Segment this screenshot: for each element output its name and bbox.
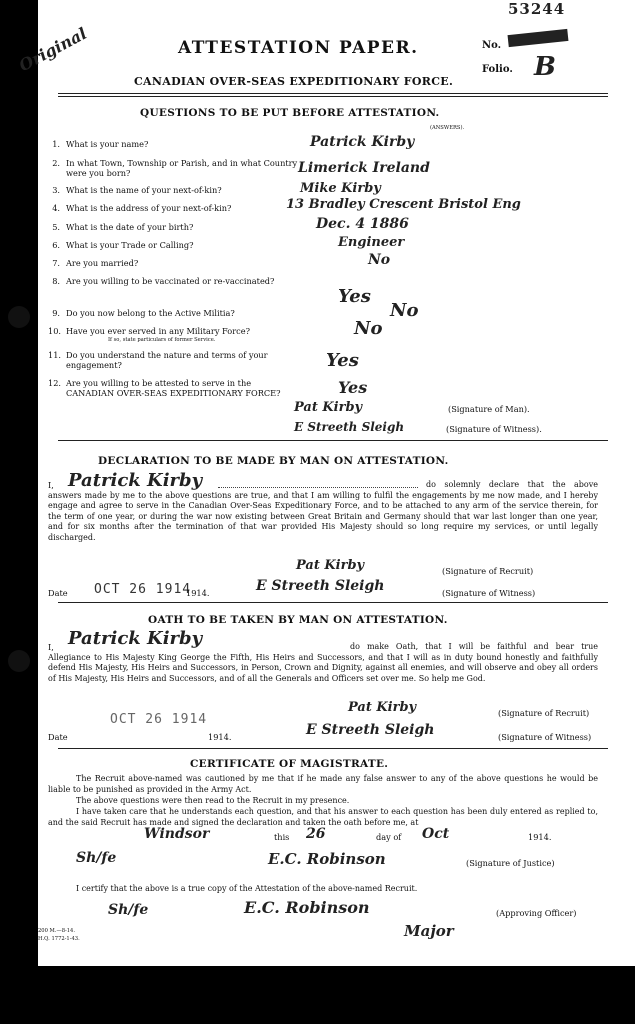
date-stamp: OCT 26 1914	[94, 582, 192, 597]
question-text: Are you willing to be attested to serve in the CANADIAN OVER-SEAS EXPEDITIONARY FORCE?	[66, 378, 281, 398]
declaration-signature-witness: E Streeth Sleigh	[256, 578, 385, 594]
signature-recruit-label: (Signature of Recruit)	[442, 566, 534, 576]
declaration-signature-recruit: Pat Kirby	[296, 558, 365, 573]
year: 1914.	[208, 732, 232, 742]
question-number: 12.	[48, 378, 62, 388]
oath-date-stamp: OCT 26 1914	[110, 712, 208, 727]
question-number: 8.	[52, 276, 60, 286]
oath-heading: OATH TO BE TAKEN BY MAN ON ATTESTATION.	[148, 614, 448, 626]
oath-signature-recruit: Pat Kirby	[348, 700, 417, 715]
officer-initials: Sh/fe	[108, 902, 149, 918]
answer-next-of-kin: Mike Kirby	[300, 181, 381, 196]
questions-heading: QUESTIONS TO BE PUT BEFORE ATTESTATION.	[140, 107, 440, 119]
signature-recruit-label: (Signature of Recruit)	[498, 708, 590, 718]
question-number: 6.	[52, 240, 60, 250]
certificate-month: Oct	[422, 826, 450, 842]
attestation-paper	[15, 0, 635, 966]
answer-understand: Yes	[326, 350, 359, 371]
question-text: What is your Trade or Calling?	[66, 240, 194, 250]
answer-birthplace: Limerick Ireland	[298, 160, 430, 176]
question-text: What is the name of your next-of-kin?	[66, 185, 222, 195]
question-text: Are you willing to be vaccinated or re-vaccinated?	[66, 276, 275, 286]
date-label: Date	[48, 732, 68, 742]
signature-officer-label: (Approving Officer)	[496, 908, 577, 918]
year: 1914.	[186, 588, 210, 598]
question-text: In what Town, Township or Parish, and in what Country were you born?	[66, 158, 298, 178]
original-annotation: Original	[15, 23, 90, 76]
question-number: 3.	[52, 185, 60, 195]
footer-hq-code: H.Q. 1772-1-43.	[38, 936, 80, 942]
certificate-year: 1914.	[528, 832, 552, 842]
signature-justice-label: (Signature of Justice)	[466, 858, 555, 868]
divider	[58, 93, 608, 94]
oath-signature-witness: E Streeth Sleigh	[306, 722, 435, 738]
answer-trade: Engineer	[338, 235, 405, 250]
certificate-place: Windsor	[144, 826, 210, 842]
question-text: What is your name?	[66, 139, 149, 149]
question-text: Are you married?	[66, 258, 139, 268]
signature-witness-label: (Signature of Witness)	[498, 732, 592, 742]
declaration-prefix: I,	[48, 480, 54, 490]
declaration-body: do solemnly declare that the above answers made by me to the above questions are true, and that I am willing to fulfil the engagements by me now made, and I hereby engage and agree to serve in the Canadian Over-Seas Expeditionary Force, and to be attached to any arm of the service therein, for the term of one year, or during the war now existing between Great Britain and Germany should that war last longer than one year, and for six months after the termination of that war provided His Majesty should so long require my services, or until legally discharged.	[48, 480, 598, 542]
answer-vaccinated: Yes	[338, 286, 371, 307]
punch-hole	[8, 650, 30, 672]
question-number: 10.	[48, 326, 62, 336]
question-number: 5.	[52, 222, 60, 232]
answers-label: (ANSWERS).	[430, 125, 465, 131]
answer-served: No	[354, 318, 383, 339]
day-of-label: day of	[376, 832, 402, 842]
oath-prefix: I,	[48, 642, 54, 652]
signature-man: Pat Kirby	[294, 400, 363, 415]
form-title: ATTESTATION PAPER.	[178, 38, 419, 58]
struck-number	[508, 29, 569, 47]
question-number: 4.	[52, 203, 60, 213]
signature-witness-label: (Signature of Witness).	[446, 424, 542, 434]
signature-man-label: (Signature of Man).	[448, 404, 530, 414]
question-text: Have you ever served in any Military Force?	[66, 326, 250, 336]
answer-name: Patrick Kirby	[310, 134, 415, 150]
oath-body: do make Oath, that I will be faithful and bear true Allegiance to His Majesty King George the Fifth, His Heirs and Successors, and that I will as in duty bound honestly and faithfully defend His Majesty, His Heirs and Successors, in Person, Crown and Dignity, against all enemies, and will observe and obey all orders of His Majesty, His Heirs and Successors, and of all the Generals and Officers set over me. So help me God.	[48, 642, 598, 683]
question-note: If so, state particulars of former Service.	[108, 337, 216, 343]
signature-witness-label: (Signature of Witness)	[442, 588, 536, 598]
certificate-body-2: The above questions were then read to the Recruit in my presence.	[76, 796, 350, 805]
signature-witness: E Streeth Sleigh	[294, 420, 405, 434]
signature-officer: E.C. Robinson	[244, 898, 370, 917]
this-label: this	[274, 832, 290, 842]
question-number: 7.	[52, 258, 60, 268]
question-text: What is the date of your birth?	[66, 222, 194, 232]
question-number: 11.	[48, 350, 62, 360]
question-text: Do you understand the nature and terms of your engagement?	[66, 350, 268, 370]
footer-print-code: 200 M.—8-14.	[38, 928, 76, 934]
declaration-name: Patrick Kirby	[68, 470, 203, 491]
form-subtitle: CANADIAN OVER-SEAS EXPEDITIONARY FORCE.	[134, 75, 454, 88]
certificate-initials: Sh/fe	[76, 850, 117, 866]
question-number: 9.	[52, 308, 60, 318]
answer-birth-date: Dec. 4 1886	[316, 216, 409, 232]
answer-militia: No	[390, 300, 419, 321]
divider	[58, 96, 608, 97]
answer-willing: Yes	[338, 378, 368, 397]
folio-value: B	[534, 52, 556, 82]
folio-label: Folio.	[482, 64, 513, 75]
divider	[58, 440, 608, 441]
declaration-heading: DECLARATION TO BE MADE BY MAN ON ATTESTATION.	[98, 455, 449, 467]
officer-rank: Major	[404, 922, 454, 940]
certificate-day: 26	[306, 826, 326, 842]
answer-kin-address: 13 Bradley Crescent Bristol Eng	[286, 197, 521, 212]
certificate-body-1: The Recruit above-named was cautioned by me that if he made any false answer to any of the above questions he would be liable to be punished as provided in the Army Act.	[48, 774, 598, 794]
signature-justice: E.C. Robinson	[268, 850, 386, 868]
certificate-heading: CERTIFICATE OF MAGISTRATE.	[190, 758, 389, 770]
punch-hole	[8, 306, 30, 328]
divider	[58, 748, 608, 749]
question-number: 1.	[52, 139, 60, 149]
certify-text: I certify that the above is a true copy of the Attestation of the above-named Recruit.	[76, 884, 418, 893]
divider	[58, 602, 608, 603]
answer-married: No	[368, 252, 391, 268]
question-number: 2.	[52, 158, 60, 168]
oath-name: Patrick Kirby	[68, 628, 203, 649]
number-label: No.	[482, 40, 502, 51]
question-text: What is the address of your next-of-kin?	[66, 203, 232, 213]
date-label: Date	[48, 588, 68, 598]
question-text: Do you now belong to the Active Militia?	[66, 308, 235, 318]
certificate-body-3: I have taken care that he understands each question, and that his answer to each question has been duly entered as replied to, and the said Recruit has made and signed the declaration and taken the oath before me, at	[48, 807, 598, 827]
regimental-number: 53244	[508, 0, 566, 18]
